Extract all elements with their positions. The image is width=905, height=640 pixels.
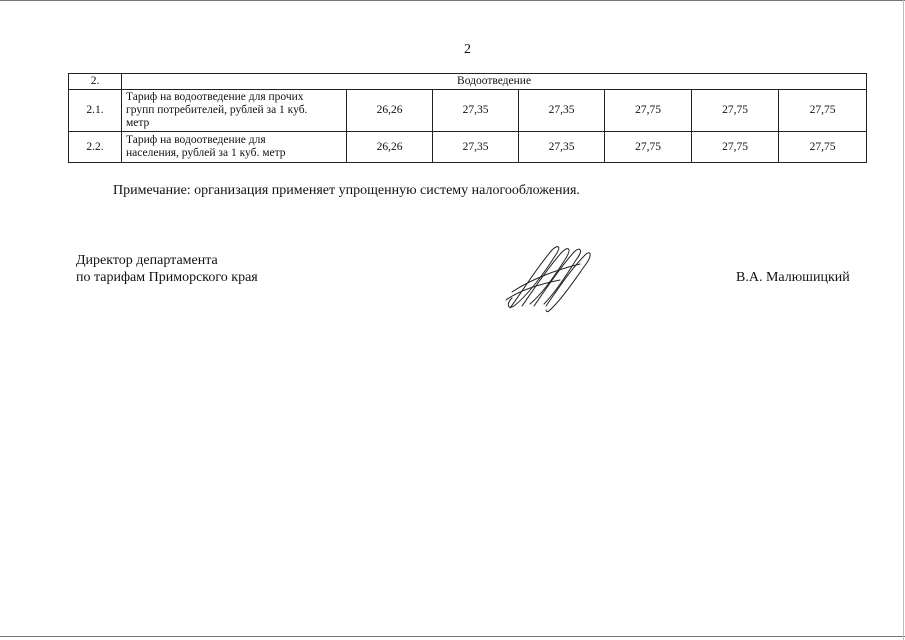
row-description-line: Тариф на водоотведение для прочих [126, 91, 304, 103]
scan-edge-line [0, 636, 905, 637]
tariff-value: 27,75 [605, 90, 692, 132]
tariff-value: 26,26 [347, 132, 433, 163]
tariff-value: 26,26 [347, 90, 433, 132]
table-row [69, 132, 867, 163]
table-row [69, 90, 867, 132]
signatory-name: В.А. Малюшицкий [736, 270, 850, 285]
tariff-table [68, 73, 867, 163]
row-description [122, 90, 347, 132]
tariff-value: 27,75 [692, 132, 779, 163]
scan-edge-line [0, 0, 905, 1]
row-description [122, 132, 347, 163]
section-number: 2. [69, 74, 122, 90]
tariff-value: 27,75 [779, 132, 867, 163]
row-description-line: групп потребителей, рублей за 1 куб. [126, 104, 308, 116]
tariff-value: 27,35 [519, 132, 605, 163]
section-row [69, 74, 867, 90]
signatory-title-line: Директор департамента [76, 253, 218, 268]
page-number: 2 [464, 42, 471, 57]
tariff-value: 27,75 [779, 90, 867, 132]
scan-edge-line [903, 0, 904, 640]
note-text: Примечание: организация применяет упрощенную систему налогообложения. [113, 183, 580, 198]
section-title: Водоотведение [122, 74, 867, 90]
tariff-value: 27,35 [433, 90, 519, 132]
row-description-line: Тариф на водоотведение для [126, 134, 266, 146]
row-description-line: населения, рублей за 1 куб. метр [126, 147, 286, 159]
signatory-title [76, 252, 258, 286]
row-number: 2.2. [69, 132, 122, 163]
tariff-value: 27,75 [692, 90, 779, 132]
signatory-title-line: по тарифам Приморского края [76, 270, 258, 285]
row-description-line: метр [126, 117, 150, 129]
tariff-value: 27,35 [433, 132, 519, 163]
handwritten-signature [500, 240, 595, 315]
row-number: 2.1. [69, 90, 122, 132]
tariff-value: 27,75 [605, 132, 692, 163]
tariff-value: 27,35 [519, 90, 605, 132]
